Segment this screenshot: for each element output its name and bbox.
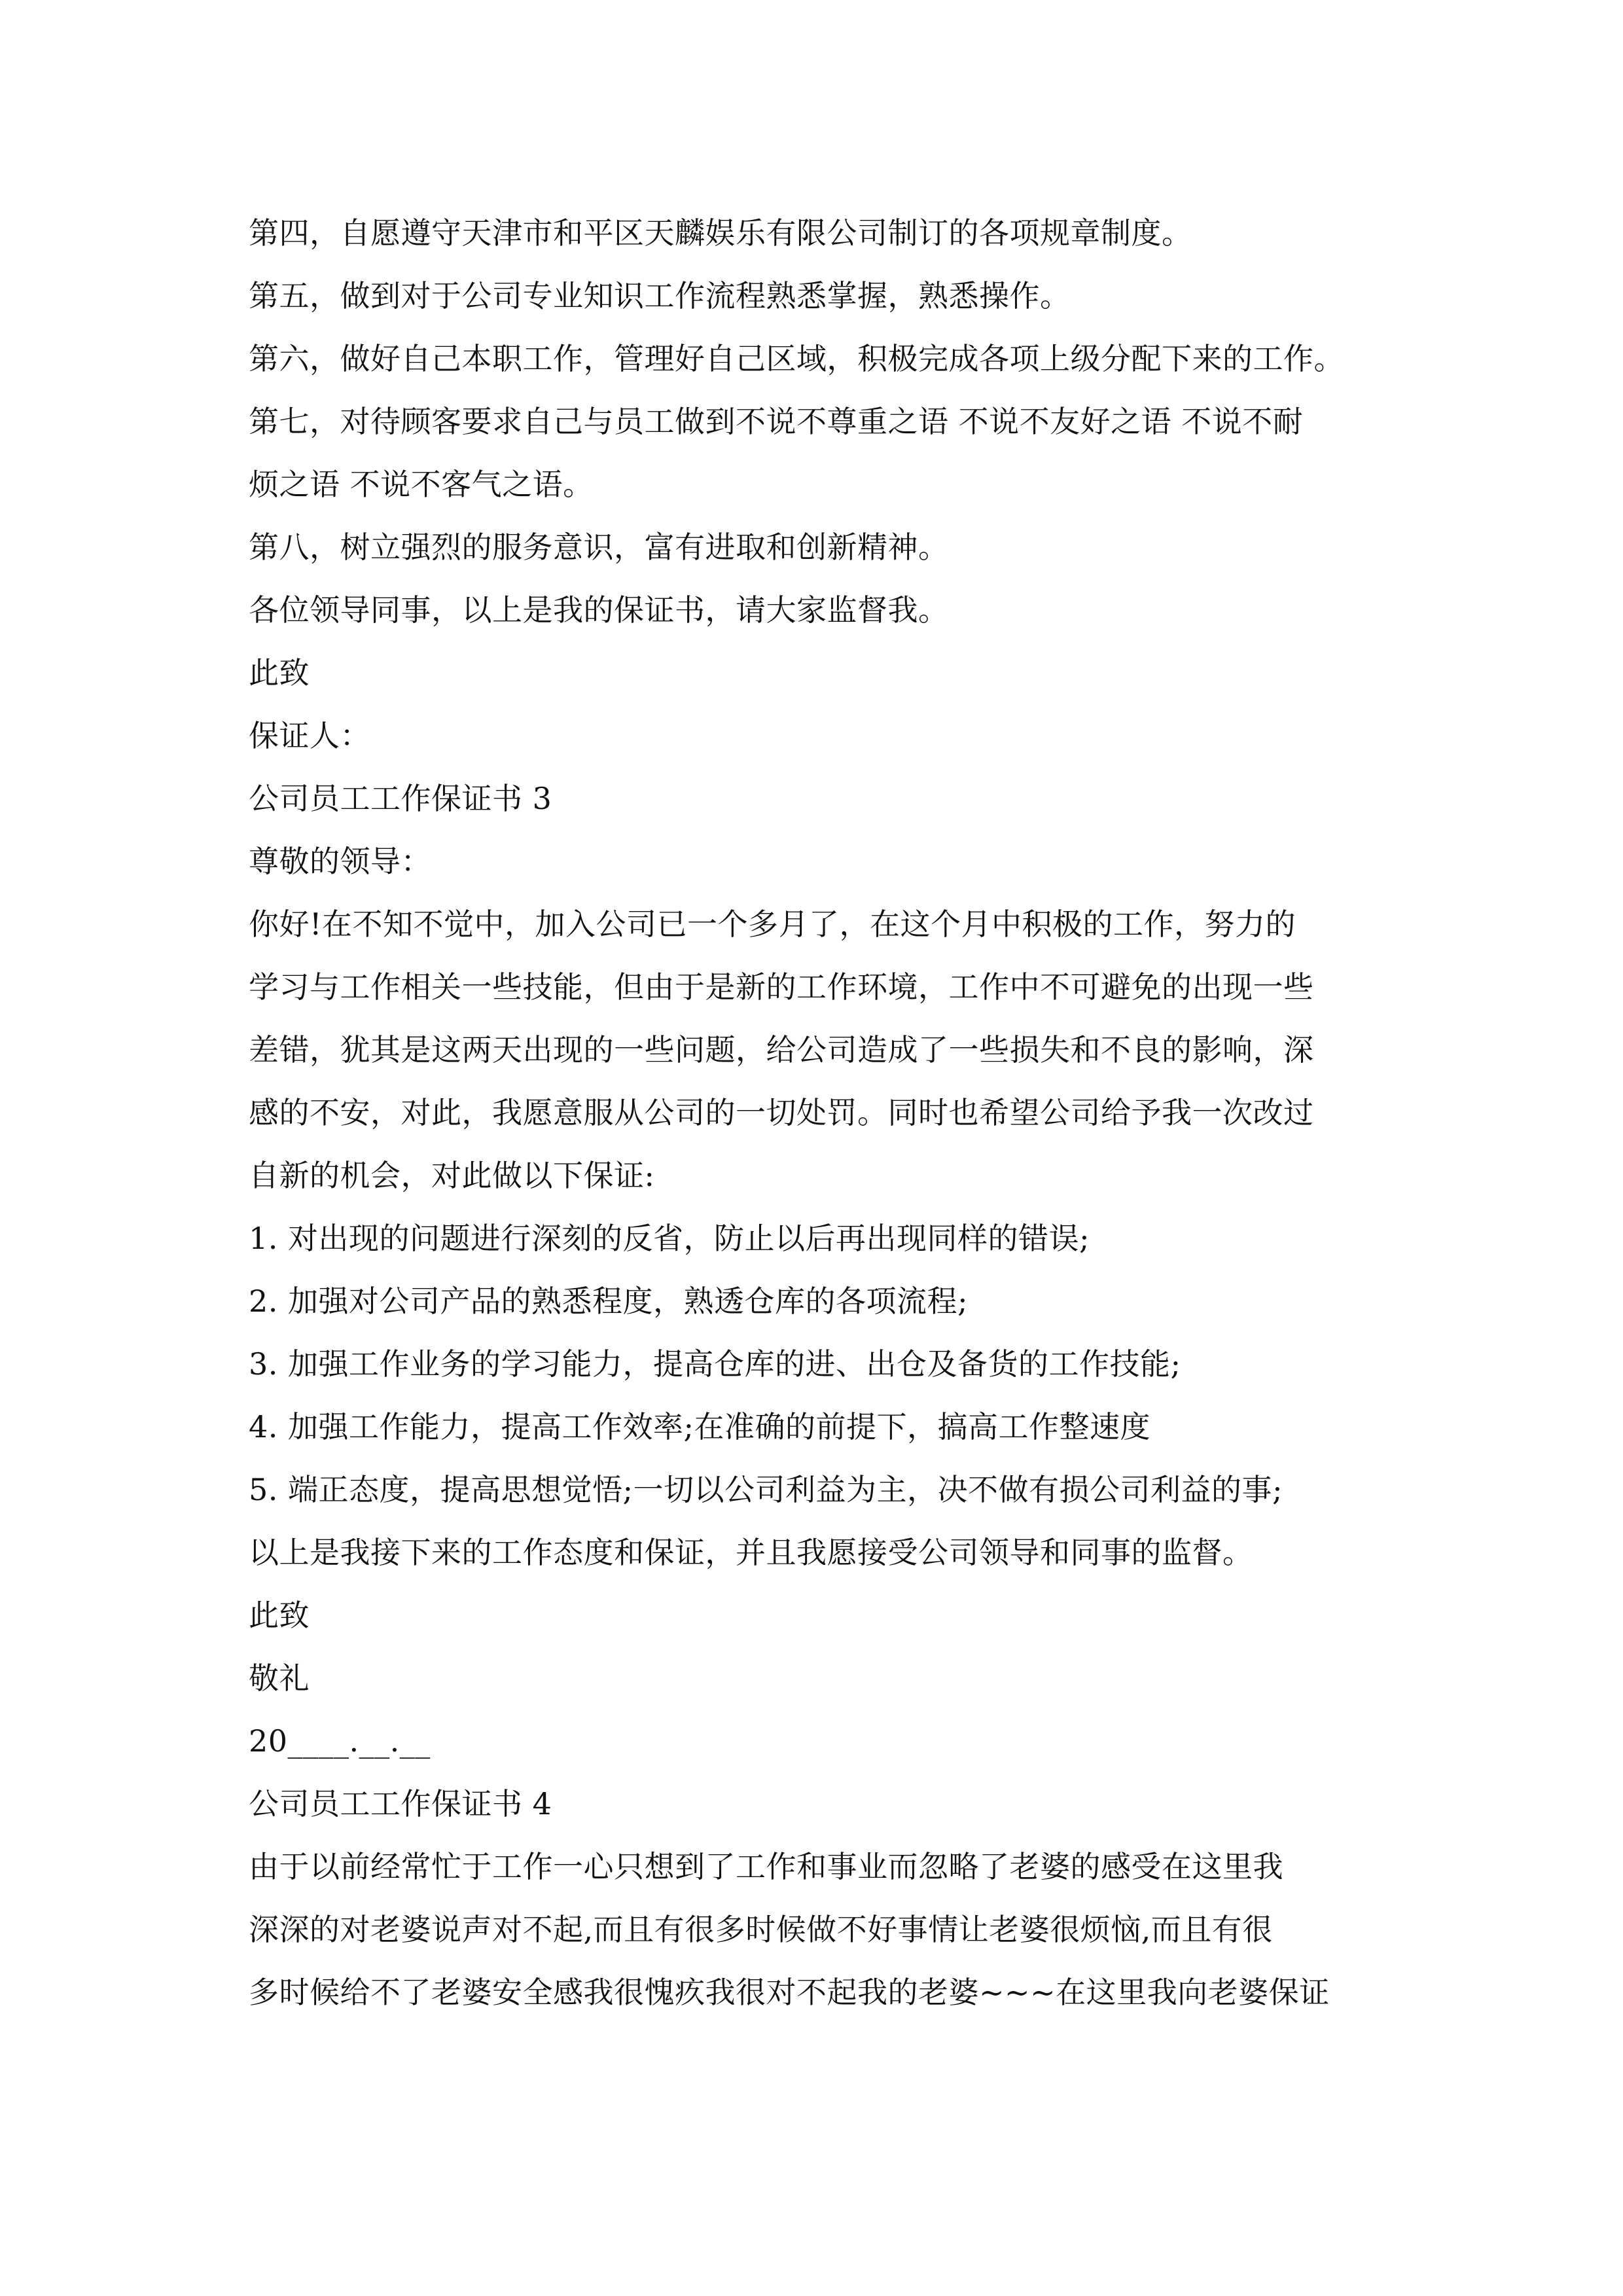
text-line: 第六，做好自己本职工作，管理好自己区域，积极完成各项上级分配下来的工作。 [249, 341, 1344, 376]
section-heading: 公司员工工作保证书 4 [249, 1786, 552, 1821]
list-item: 5. 端正态度，提高思想觉悟;一切以公司利益为主，决不做有损公司利益的事; [249, 1472, 1283, 1507]
text-line: 此致 [249, 655, 310, 691]
text-line: 第五，做到对于公司专业知识工作流程熟悉掌握，熟悉操作。 [249, 278, 1071, 314]
text-line: 敬礼 [249, 1660, 310, 1696]
text-line: 深深的对老婆说声对不起,而且有很多时候做不好事情让老婆很烦恼,而且有很 [249, 1912, 1273, 1947]
list-item: 4. 加强工作能力，提高工作效率;在准确的前提下，搞高工作整速度 [249, 1409, 1151, 1444]
text-line: 感的不安，对此，我愿意服从公司的一切处罚。同时也希望公司给予我一次改过 [249, 1095, 1314, 1130]
text-line: 此致 [249, 1598, 310, 1633]
text-line: 烦之语 不说不客气之语。 [249, 467, 594, 502]
text-line: 学习与工作相关一些技能，但由于是新的工作环境，工作中不可避免的出现一些 [249, 969, 1314, 1005]
text-line: 由于以前经常忙于工作一心只想到了工作和事业而忽略了老婆的感受在这里我 [249, 1849, 1283, 1884]
text-line: 以上是我接下来的工作态度和保证，并且我愿接受公司领导和同事的监督。 [249, 1535, 1253, 1570]
text-line: 差错，犹其是这两天出现的一些问题，给公司造成了一些损失和不良的影响，深 [249, 1032, 1314, 1067]
section-heading: 公司员工工作保证书 3 [249, 781, 552, 816]
text-line: 保证人： [249, 718, 370, 753]
document-body [249, 202, 1427, 2024]
text-line: 多时候给不了老婆安全感我很愧疚我很对不起我的老婆~~~在这里我向老婆保证 [249, 1975, 1330, 2010]
text-line: 第八，树立强烈的服务意识，富有进取和创新精神。 [249, 529, 949, 565]
text-line: 第七，对待顾客要求自己与员工做到不说不尊重之语 不说不友好之语 不说不耐 [249, 404, 1304, 439]
date-line: 20____.__.__ [249, 1723, 431, 1759]
list-item: 2. 加强对公司产品的熟悉程度，熟透仓库的各项流程; [249, 1283, 969, 1319]
salutation: 尊敬的领导： [249, 844, 431, 879]
text-line: 你好!在不知不觉中，加入公司已一个多月了，在这个月中积极的工作，努力的 [249, 906, 1296, 942]
text-line: 自新的机会，对此做以下保证: [249, 1158, 655, 1193]
text-line: 各位领导同事，以上是我的保证书，请大家监督我。 [249, 592, 949, 628]
list-item: 3. 加强工作业务的学习能力，提高仓库的进、出仓及备货的工作技能; [249, 1346, 1181, 1382]
list-item: 1. 对出现的问题进行深刻的反省，防止以后再出现同样的错误; [249, 1221, 1090, 1256]
text-line: 第四，自愿遵守天津市和平区天麟娱乐有限公司制订的各项规章制度。 [249, 215, 1192, 251]
